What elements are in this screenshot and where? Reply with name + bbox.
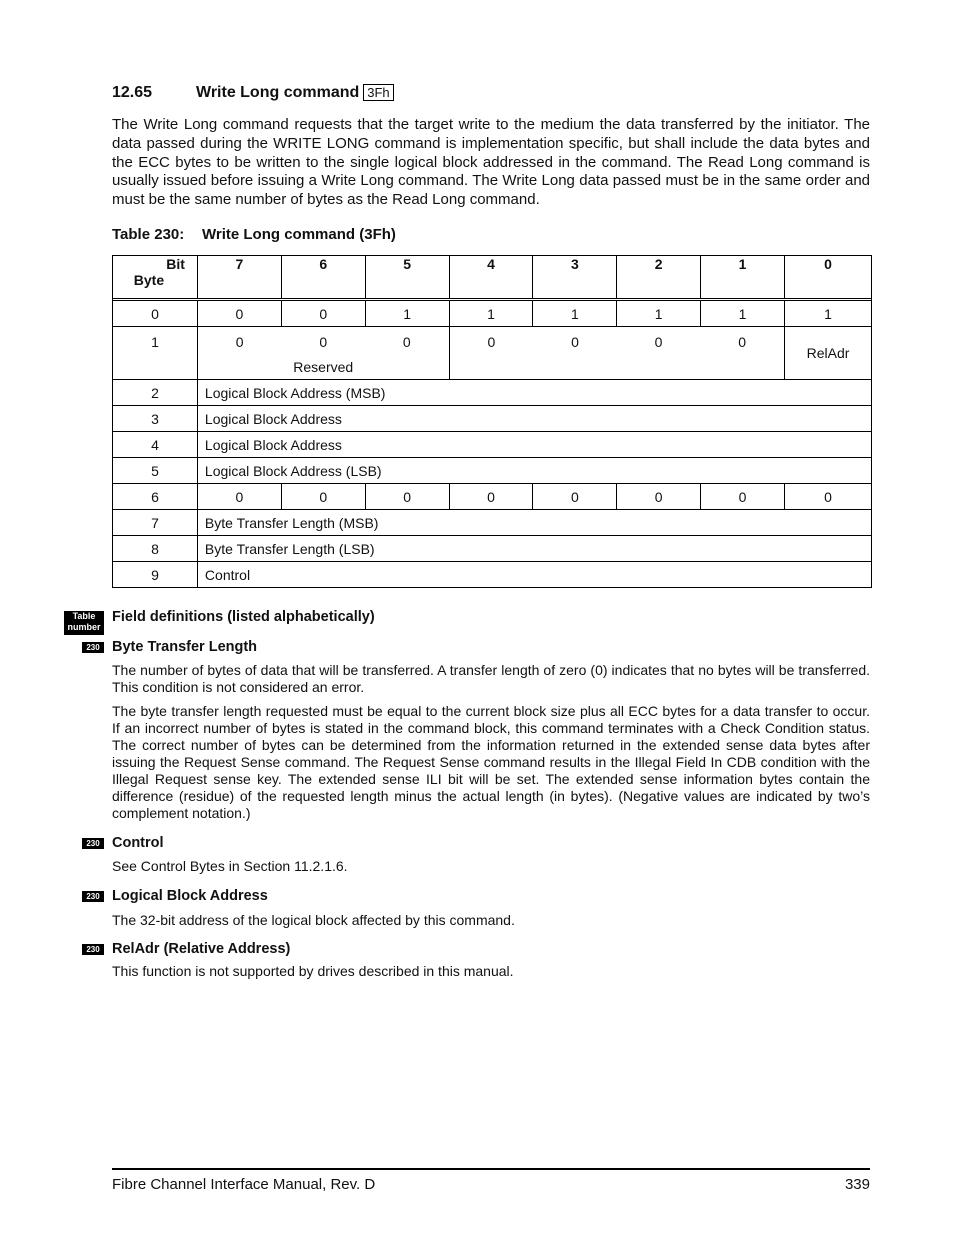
bit-header: 6 <box>281 256 365 299</box>
bit-value: 1 <box>701 301 785 327</box>
bit-value: 0 <box>281 484 365 510</box>
bit-value: 0 <box>533 484 617 510</box>
section-number: 12.65 <box>112 84 153 101</box>
table-header-row <box>113 256 872 299</box>
footer-manual-title: Fibre Channel Interface Manual, Rev. D <box>112 1176 376 1193</box>
bit-header: 4 <box>449 256 533 299</box>
bit-header: 5 <box>365 256 449 299</box>
byte-number: 2 <box>113 380 198 406</box>
bit-value: 0 <box>197 484 281 510</box>
table-row <box>113 406 872 432</box>
footer-rule <box>112 1168 870 1170</box>
bit-value: 0 <box>784 484 871 510</box>
bit-value: 0 <box>402 334 411 350</box>
field-cell: Byte Transfer Length (LSB) <box>197 536 871 562</box>
bit-value: 0 <box>449 484 533 510</box>
bit-value: 0 <box>319 334 328 350</box>
bit-value: 1 <box>449 301 533 327</box>
opcode-box: 3Fh <box>363 84 393 101</box>
field-cell: Logical Block Address (MSB) <box>197 380 871 406</box>
reserved-label: Reserved <box>293 359 354 375</box>
byte-number: 9 <box>113 562 198 588</box>
bit-byte-header <box>113 256 198 299</box>
intro-paragraph: The Write Long command requests that the target write to the medium the data transferred by the initiator. The data passed during the WRITE LONG command is implementation specific, but shall include the data bytes and the ECC bytes to be written to the single logical block addressed in the command. The Read Long command is usually issued before issuing a Write Long command. The Write Long data passed must be in the same order and must be the same number of bytes as the Read Long command. <box>112 116 870 209</box>
field-desc: See Control Bytes in Section 11.2.1.6. <box>112 858 348 874</box>
reserved-bits <box>198 334 449 350</box>
table-row <box>113 536 872 562</box>
field-title-logical-block-address: Logical Block Address <box>112 888 268 904</box>
byte-number: 0 <box>113 301 198 327</box>
table-row <box>113 327 872 380</box>
table-row <box>113 510 872 536</box>
bit-value: 0 <box>365 484 449 510</box>
table-icon-line1: Table <box>72 611 96 621</box>
bit-value: 1 <box>617 301 701 327</box>
bit-value: 1 <box>533 301 617 327</box>
byte-label: Byte <box>133 272 165 288</box>
table-row <box>113 432 872 458</box>
byte-number: 5 <box>113 458 198 484</box>
section-heading <box>112 84 394 102</box>
table-ref-tag: 230 <box>82 891 104 902</box>
byte-number: 6 <box>113 484 198 510</box>
field-desc: The byte transfer length requested must be equal to the current block size plus all ECC bytes for a data transfer to occur. If an incorrect number of bytes is stated in the command block, this command terminates with a Check Condition status. The correct number of bytes can be determined from the information returned in the extended sense data bytes after issuing the Request Sense command. The Request Sense command results in the Illegal Field In CDB condition with the Illegal Request sense key. The extended sense ILI bit will be set. The extended sense information bytes contain the difference (residue) of the requested length minus the actual length (in bytes). (Negative values are indicated by two’s complement notation.) <box>112 703 870 821</box>
bit-value: 0 <box>571 334 579 350</box>
bit-value: 0 <box>281 301 365 327</box>
field-cell: Logical Block Address <box>197 432 871 458</box>
byte-number: 1 <box>113 327 198 380</box>
bit-value: 0 <box>197 301 281 327</box>
bit-header: 2 <box>617 256 701 299</box>
field-cell: Control <box>197 562 871 588</box>
bits-group <box>450 334 784 350</box>
field-desc: This function is not supported by drives described in this manual. <box>112 963 514 979</box>
bit-header: 3 <box>533 256 617 299</box>
field-title-control: Control <box>112 835 164 851</box>
table-ref-tag: 230 <box>82 838 104 849</box>
bit-value: 0 <box>487 334 496 350</box>
bit-header: 1 <box>701 256 785 299</box>
bit-header: 7 <box>197 256 281 299</box>
field-cell: Byte Transfer Length (MSB) <box>197 510 871 536</box>
section-title: Write Long command <box>196 84 360 101</box>
reladr-cell: RelAdr <box>784 327 871 380</box>
field-cell: Logical Block Address (LSB) <box>197 458 871 484</box>
table-caption-label: Table 230: <box>112 226 185 243</box>
table-number-icon <box>64 611 104 635</box>
table-row <box>113 458 872 484</box>
byte-number: 7 <box>113 510 198 536</box>
table-icon-line2: number <box>67 622 101 632</box>
field-definitions-heading: Field definitions (listed alphabetically) <box>112 609 375 625</box>
field-title-byte-transfer-length: Byte Transfer Length <box>112 639 258 655</box>
reserved-cell <box>197 327 449 380</box>
bit-value: 0 <box>617 484 701 510</box>
bit-header: 0 <box>784 256 871 299</box>
table-row <box>113 301 872 327</box>
table-caption <box>112 226 396 243</box>
bit-value: 0 <box>701 484 785 510</box>
page-number: 339 <box>844 1176 870 1193</box>
field-title-reladr: RelAdr (Relative Address) <box>112 941 291 957</box>
bits-cell <box>449 327 784 380</box>
byte-number: 8 <box>113 536 198 562</box>
field-desc: The number of bytes of data that will be transferred. A transfer length of zero (0) indicates that no bytes will be transferred. This condition is not considered an error. <box>112 662 870 695</box>
table-row <box>113 562 872 588</box>
bit-value: 0 <box>235 334 244 350</box>
table-ref-tag: 230 <box>82 642 104 653</box>
bit-value: 1 <box>365 301 449 327</box>
byte-number: 4 <box>113 432 198 458</box>
bit-value: 0 <box>654 334 663 350</box>
byte-number: 3 <box>113 406 198 432</box>
field-cell: Logical Block Address <box>197 406 871 432</box>
table-caption-title: Write Long command (3Fh) <box>202 226 396 243</box>
table-row <box>113 484 872 510</box>
bit-value: 1 <box>784 301 871 327</box>
table-ref-tag: 230 <box>82 944 104 955</box>
field-desc: The 32-bit address of the logical block affected by this command. <box>112 912 515 928</box>
bit-label: Bit <box>166 256 185 272</box>
command-table <box>112 255 872 588</box>
table-row <box>113 380 872 406</box>
bit-value: 0 <box>738 334 747 350</box>
